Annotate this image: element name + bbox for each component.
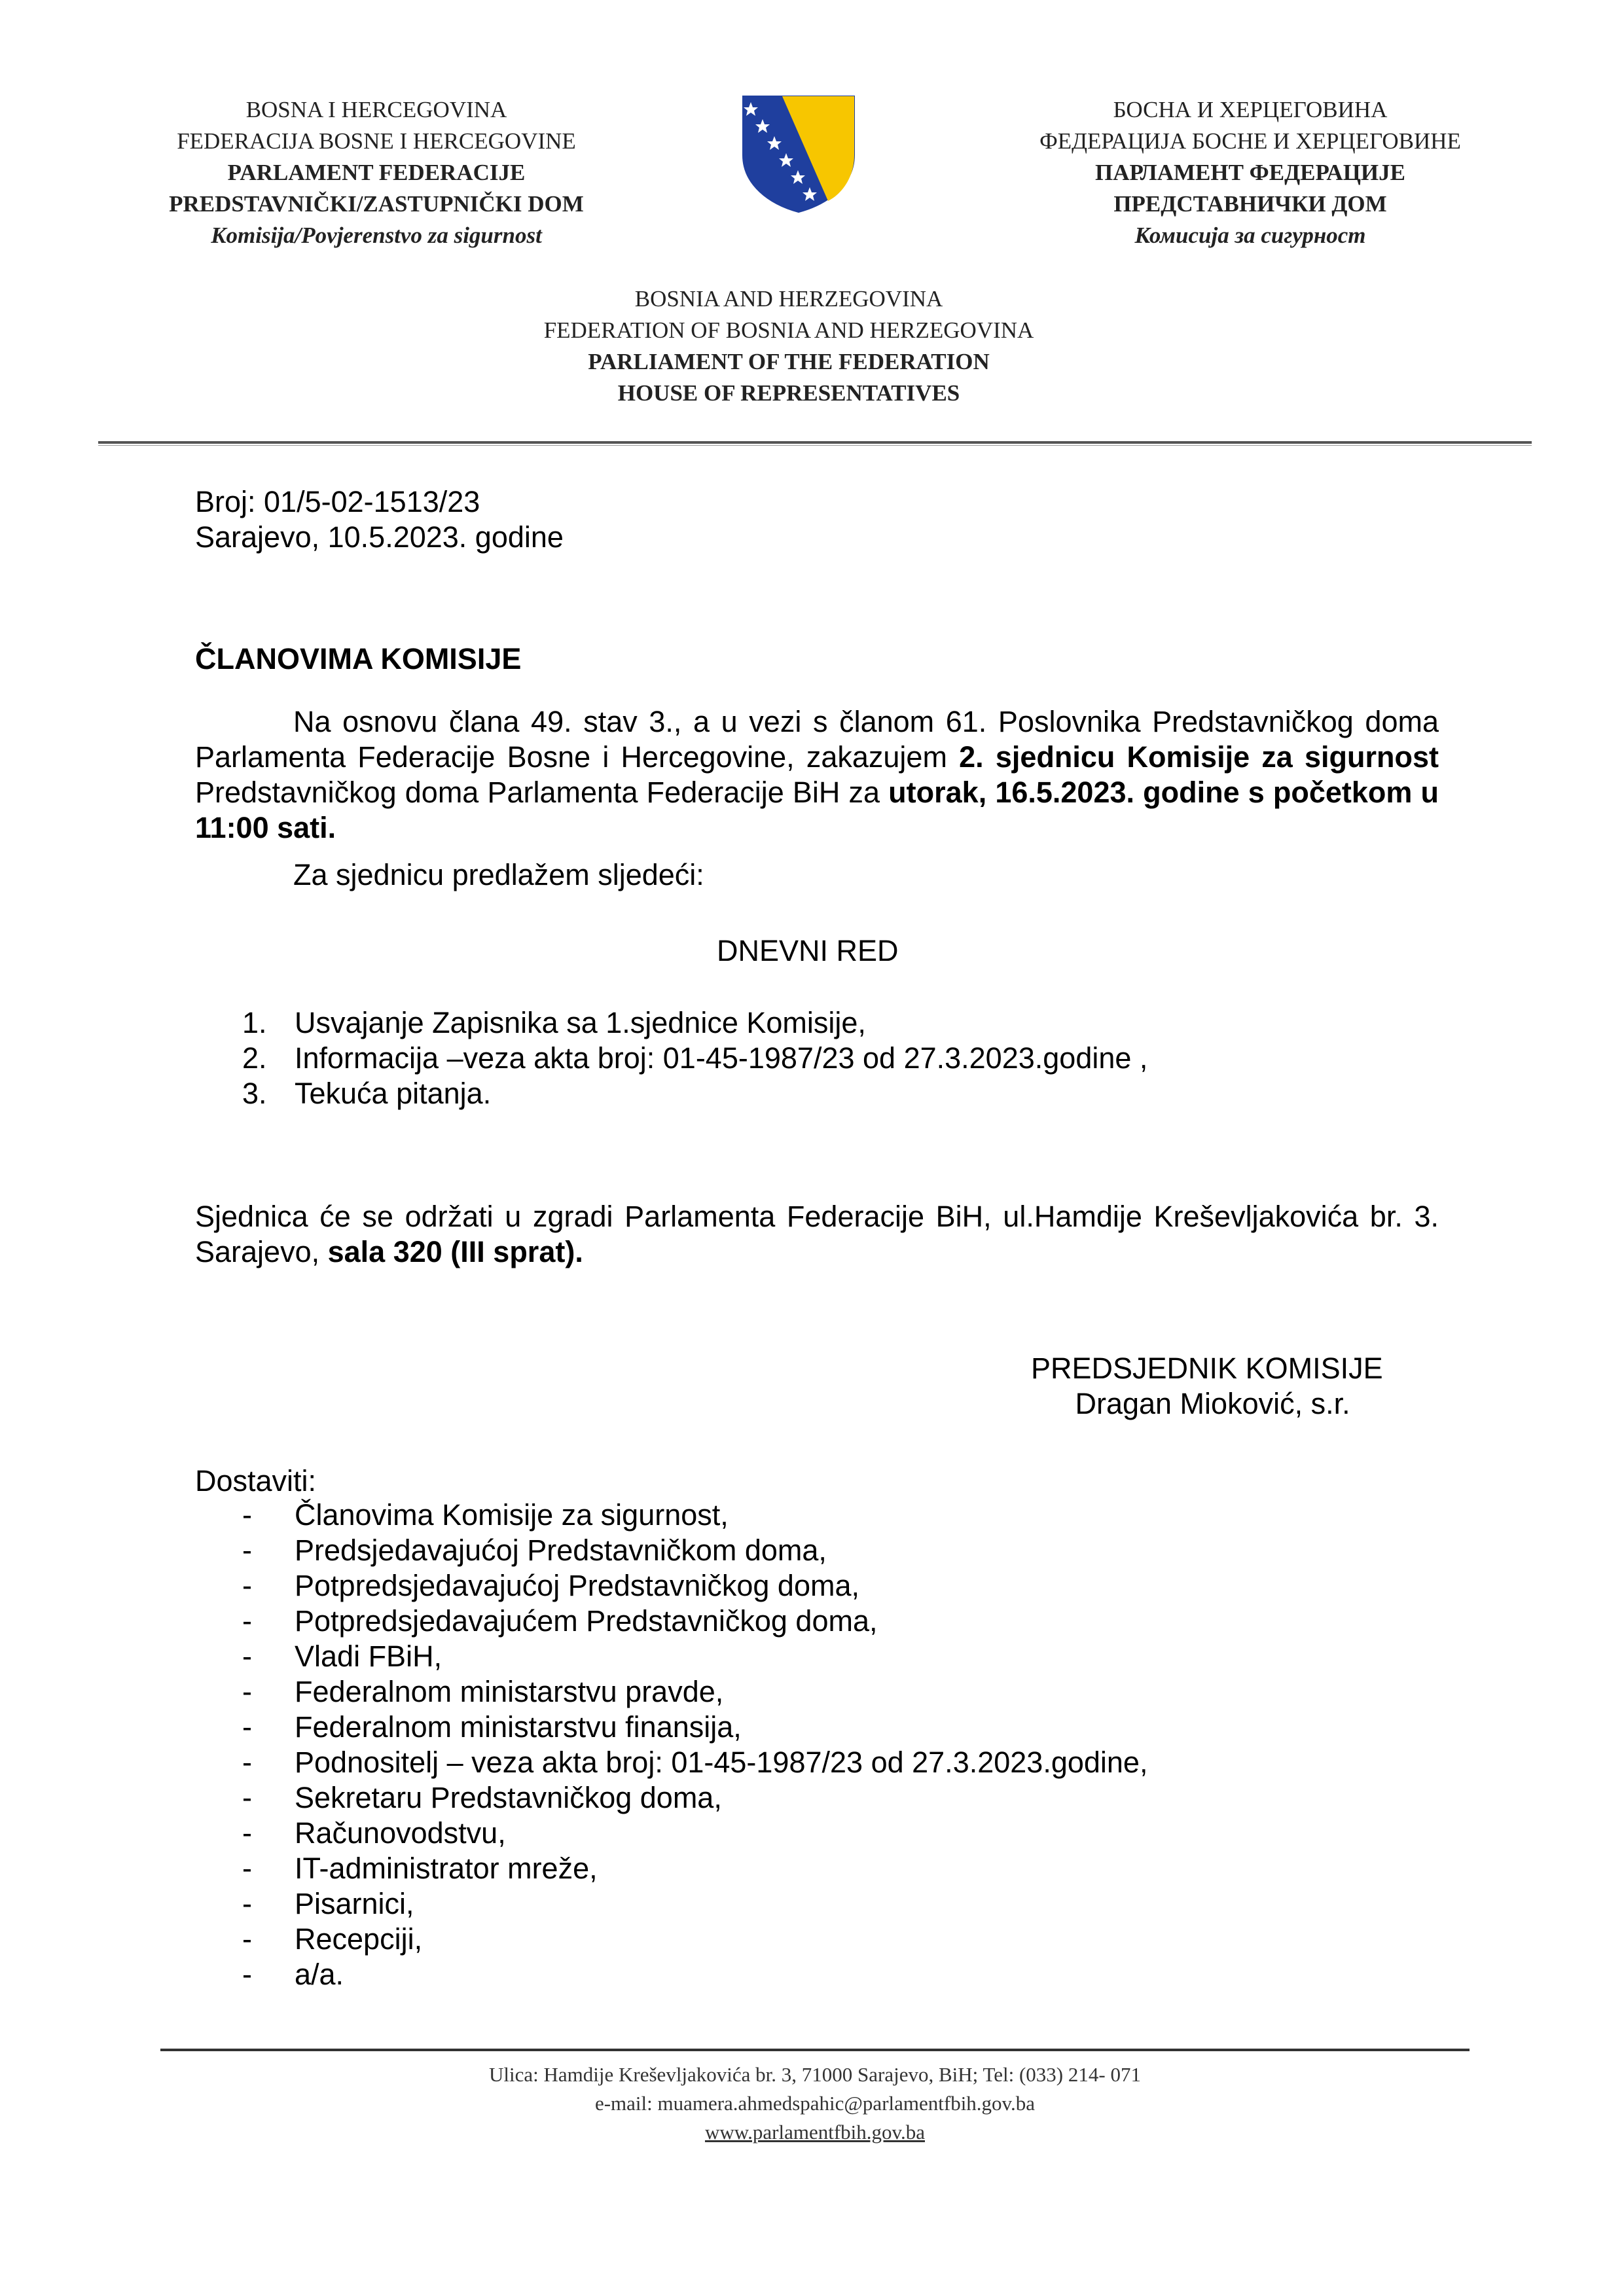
list-item [242,1568,1147,1604]
header-divider [98,441,1532,444]
list-dash: - [242,1604,252,1638]
header-left-line-4: PREDSTAVNIČKI/ZASTUPNIČKI DOM [169,191,584,217]
venue-paragraph [195,1199,1439,1270]
list-item-text: Recepciji, [295,1922,423,1956]
list-item-text: Federalnom ministarstvu pravde, [295,1675,724,1708]
list-item [242,1674,1147,1710]
header-left-line-2: FEDERACIJA BOSNE I HERCEGOVINE [177,128,576,154]
list-item [242,1816,1147,1851]
agenda-item-number: 2. [242,1041,267,1075]
distribution-title: Dostaviti: [195,1464,317,1498]
agenda-item [242,1041,1147,1076]
list-item [242,1886,1147,1922]
header-right-line-4: ПРЕДСТАВНИЧКИ ДОМ [1113,191,1387,217]
footer-divider [160,2049,1470,2051]
list-item-text: Podnositelj – veza akta broj: 01-45-1987/23 od 27.3.2023.godine, [295,1746,1148,1779]
venue-room: sala 320 (III sprat). [327,1235,583,1268]
paragraph-datetime: utorak, 16.5.2023. godine s početkom u 11:00 sati. [195,776,1439,844]
signature-title: PREDSJEDNIK KOMISIJE [1031,1352,1383,1385]
header-right-line-1: БОСНА И ХЕРЦЕГОВИНА [1113,97,1388,122]
distribution-list [242,1498,1147,1992]
footer [160,2060,1470,2147]
header-center [419,283,1159,409]
list-item-text: Predsjedavajućoj Predstavničkom doma, [295,1534,827,1567]
list-dash: - [242,1675,252,1708]
agenda-item-text: Usvajanje Zapisnika sa 1.sjednice Komisije, [295,1006,866,1039]
invitation-paragraph [195,704,1439,846]
header-center-line-4: HOUSE OF REPRESENTATIVES [617,380,960,406]
header-right-line-3: ПАРЛАМЕНТ ФЕДЕРАЦИЈЕ [1095,160,1405,185]
reference-block [195,484,564,555]
list-item [242,1498,1147,1533]
list-dash: - [242,1922,252,1956]
list-dash: - [242,1569,252,1602]
list-item [242,1745,1147,1780]
footer-website-link[interactable]: www.parlamentfbih.gov.ba [704,2121,926,2144]
list-item-text: Federalnom ministarstvu finansija, [295,1710,742,1744]
list-dash: - [242,1498,252,1532]
list-item-text: Vladi FBiH, [295,1640,442,1673]
coat-of-arms-icon [736,93,861,214]
list-item [242,1922,1147,1957]
paragraph-session: 2. sjednicu Komisije za sigurnost [959,740,1439,774]
header-center-line-3: PARLIAMENT OF THE FEDERATION [588,349,990,374]
reference-number: Broj: 01/5-02-1513/23 [195,485,480,518]
list-dash: - [242,1781,252,1814]
list-item [242,1780,1147,1816]
header-center-line-1: BOSNIA AND HERZEGOVINA [634,286,943,312]
agenda-title: DNEVNI RED [717,934,899,967]
paragraph-part-3: Predstavničkog doma Parlamenta Federacije BiH za [195,776,889,809]
agenda-item-number: 1. [242,1006,267,1039]
salutation: ČLANOVIMA KOMISIJE [195,642,522,675]
list-dash: - [242,1640,252,1673]
list-item [242,1533,1147,1568]
list-item-text: Članovima Komisije za sigurnost, [295,1498,729,1532]
footer-email[interactable]: e-mail: muamera.ahmedspahic@parlamentfbih.gov.ba [594,2092,1036,2115]
agenda-intro: Za sjednicu predlažem sljedeći: [293,858,704,891]
list-item-text: Pisarnici, [295,1887,414,1920]
header-center-line-2: FEDERATION OF BOSNIA AND HERZEGOVINA [543,317,1034,343]
signature-block [1031,1351,1383,1422]
list-dash: - [242,1710,252,1744]
list-item-text: Sekretaru Predstavničkog doma, [295,1781,722,1814]
list-item [242,1639,1147,1674]
header-divider-thin [98,445,1532,446]
reference-date: Sarajevo, 10.5.2023. godine [195,520,564,554]
list-item-text: a/a. [295,1958,344,1991]
list-dash: - [242,1887,252,1920]
header-left-line-3: PARLAMENT FEDERACIJE [227,160,526,185]
agenda-list [242,1005,1147,1111]
list-item-text: IT-administrator mreže, [295,1852,598,1885]
agenda-item-text: Tekuća pitanja. [295,1077,492,1110]
list-dash: - [242,1746,252,1779]
list-dash: - [242,1816,252,1850]
header-right [949,94,1551,251]
list-item-text: Računovodstvu, [295,1816,506,1850]
list-item-text: Potpredsjedavajućoj Predstavničkog doma, [295,1569,859,1602]
footer-address: Ulica: Hamdije Kreševljakovića br. 3, 71000 Sarajevo, BiH; Tel: (033) 214- 071 [489,2063,1141,2086]
list-dash: - [242,1958,252,1991]
venue-text: Sjednica će se održati u zgradi Parlamenta Federacije BiH, ul.Hamdije Kreševljakovića br. 3. Sarajevo, [195,1200,1439,1268]
list-item [242,1604,1147,1639]
signature-name: Dragan Mioković, s.r. [1075,1387,1350,1420]
header-left-commission: Komisija/Povjerenstvo za sigurnost [211,223,542,248]
paragraph-part-1: Na osnovu člana 49. stav 3., a u vezi s članom 61. Poslovnika Predstavničkog doma Parlamenta Federacije Bosne i Hercegovine, zakazujem [195,705,1439,774]
list-item [242,1851,1147,1886]
list-item-text: Potpredsjedavajućem Predstavničkog doma, [295,1604,878,1638]
agenda-item [242,1005,1147,1041]
header-left-line-1: BOSNA I HERCEGOVINA [245,97,507,122]
list-item [242,1957,1147,1992]
header-left [98,94,655,251]
agenda-item [242,1076,1147,1111]
header-right-commission: Комисија за сигурност [1134,223,1366,248]
agenda-item-number: 3. [242,1077,267,1110]
list-dash: - [242,1534,252,1567]
list-item [242,1710,1147,1745]
list-dash: - [242,1852,252,1885]
header-right-line-2: ФЕДЕРАЦИЈА БОСНЕ И ХЕРЦЕГОВИНЕ [1039,128,1461,154]
agenda-item-text: Informacija –veza akta broj: 01-45-1987/23 od 27.3.2023.godine , [295,1041,1148,1075]
